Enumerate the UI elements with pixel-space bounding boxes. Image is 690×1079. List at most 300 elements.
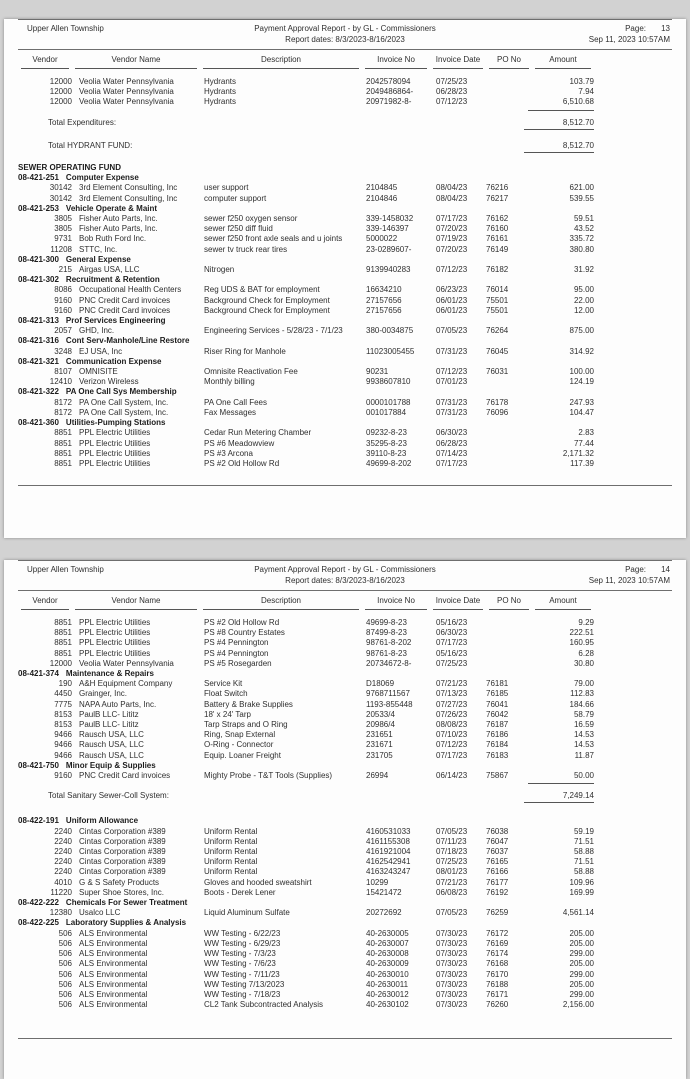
po-no-cell: 76045 (486, 346, 509, 356)
invoice-date-cell: 06/14/23 (436, 771, 468, 781)
invoice-no-cell: 40-2630011 (366, 979, 409, 989)
amount-cell: 314.92 (569, 346, 594, 356)
vendor-cell: 2240 (54, 867, 72, 877)
table-row (18, 867, 686, 877)
total-row (18, 118, 686, 130)
amount-cell: 247.93 (569, 397, 594, 407)
table-row (18, 265, 686, 275)
description-cell: WW Testing 7/13/2023 (204, 979, 285, 989)
amount-cell: 59.19 (573, 826, 594, 836)
vendor-cell: 506 (58, 989, 72, 999)
invoice-no-cell: 2049486864- (366, 87, 414, 97)
col-header-vendor: Vendor (21, 55, 69, 69)
description-cell: Liquid Aluminum Sulfate (204, 908, 290, 918)
vendor-name-cell: PPL Electric Utilities (79, 448, 151, 458)
po-no-cell: 76186 (486, 730, 509, 740)
vendor-name-cell: G & S Safety Products (79, 877, 160, 887)
vendor-cell: 506 (58, 969, 72, 979)
invoice-no-cell: 98761-8-202 (366, 638, 412, 648)
invoice-no-cell: 35295-8-23 (366, 438, 407, 448)
vendor-name-cell: Airgas USA, LLC (79, 265, 140, 275)
page-number: 13 (661, 24, 670, 33)
po-no-cell: 76037 (486, 847, 509, 857)
vendor-name-cell: PPL Electric Utilities (79, 638, 151, 648)
vendor-name-cell: ALS Environmental (79, 989, 148, 999)
invoice-date-cell: 07/12/23 (436, 367, 468, 377)
invoice-no-cell: 90231 (366, 367, 389, 377)
vendor-cell: 3805 (54, 214, 72, 224)
po-no-cell: 76217 (486, 193, 509, 203)
invoice-date-cell: 07/17/23 (436, 458, 468, 468)
po-no-cell: 76160 (486, 224, 509, 234)
invoice-no-cell: 4163243247 (366, 867, 411, 877)
vendor-name-cell: Grainger, Inc. (79, 689, 128, 699)
amount-cell: 7.94 (578, 87, 594, 97)
amount-cell: 160.95 (569, 638, 594, 648)
amount-cell: 77.44 (573, 438, 594, 448)
table-row (18, 959, 686, 969)
description-cell: Battery & Brake Supplies (204, 699, 293, 709)
description-cell: Service Kit (204, 679, 243, 689)
po-no-cell: 76192 (486, 887, 509, 897)
invoice-date-cell: 07/13/23 (436, 689, 468, 699)
invoice-date-cell: 07/05/23 (436, 326, 468, 336)
invoice-no-cell: 39110-8-23 (366, 448, 407, 458)
page-label: Page: (625, 24, 646, 33)
account-title: Vehicle Operate & Maint (65, 203, 158, 213)
amount-cell: 95.00 (573, 285, 594, 295)
page-info-block (492, 564, 672, 586)
vendor-name-cell: 3rd Element Consulting, Inc (79, 193, 178, 203)
amount-cell: 11.87 (574, 750, 594, 760)
vendor-name-cell: Rausch USA, LLC (79, 750, 144, 760)
po-no-cell: 76216 (486, 183, 509, 193)
vendor-cell: 8851 (54, 618, 72, 627)
po-no-cell: 76169 (486, 938, 509, 948)
vendor-name-cell: PPL Electric Utilities (79, 458, 151, 468)
report-title: Payment Approval Report - by GL - Commissioners (254, 24, 436, 33)
amount-cell: 71.51 (573, 836, 594, 846)
table-row (18, 939, 686, 949)
vendor-name-cell: Rausch USA, LLC (79, 740, 144, 750)
vendor-name-cell: Usalco LLC (79, 908, 121, 918)
amount-cell: 875.00 (569, 326, 594, 336)
invoice-no-cell: 339-1458032 (366, 214, 414, 224)
table-row (18, 618, 686, 628)
vendor-cell: 8851 (54, 438, 72, 448)
amount-cell: 6,510.68 (562, 97, 594, 107)
vendor-cell: 506 (58, 1000, 72, 1010)
invoice-no-cell: 09232-8-23 (366, 428, 407, 438)
vendor-name-cell: EJ USA, Inc (79, 346, 123, 356)
page-info-block (492, 23, 672, 45)
invoice-no-cell: 231671 (366, 740, 393, 750)
amount-cell: 12.00 (573, 305, 594, 315)
description-cell: Mighty Probe - T&T Tools (Supplies) (204, 771, 333, 781)
invoice-date-cell: 07/30/23 (436, 938, 468, 948)
description-cell: Uniform Rental (204, 857, 258, 867)
amount-cell: 205.00 (569, 979, 594, 989)
po-no-cell: 76041 (486, 699, 509, 709)
amount-subtotal-rule (528, 110, 594, 111)
vendor-cell: 506 (58, 928, 72, 938)
table-row (18, 449, 686, 459)
account-title: Recruitment & Retention (65, 275, 160, 285)
table-row (18, 87, 686, 97)
vendor-name-cell: Veolia Water Pennsylvania (79, 77, 174, 86)
vendor-cell: 30142 (49, 193, 72, 203)
report-datetime: Sep 11, 2023 10:57AM (588, 35, 670, 44)
description-cell: PS #5 Rosegarden (204, 658, 272, 668)
col-header-vendor-name: Vendor Name (75, 55, 197, 69)
vendor-cell: 4450 (54, 689, 72, 699)
table-row (18, 980, 686, 990)
description-cell: Engineering Services - 5/28/23 - 7/1/23 (204, 326, 343, 336)
invoice-no-cell: 27157656 (366, 305, 402, 315)
amount-cell: 299.00 (569, 989, 594, 999)
vendor-cell: 506 (58, 979, 72, 989)
report-title: Payment Approval Report - by GL - Commissioners (254, 565, 436, 574)
table-row (18, 367, 686, 377)
col-header-invoice-no: Invoice No (365, 55, 427, 69)
vendor-cell: 8851 (54, 448, 72, 458)
po-no-cell (486, 87, 532, 97)
invoice-no-cell: 2042578094 (366, 77, 411, 86)
vendor-name-cell: Super Shoe Stores, Inc. (79, 887, 164, 897)
amount-cell: 205.00 (569, 928, 594, 938)
vendor-cell: 2240 (54, 857, 72, 867)
account-code: 08-421-750 (18, 760, 59, 770)
amount-cell: 58.88 (573, 867, 594, 877)
invoice-date-cell: 07/25/23 (436, 857, 468, 867)
vendor-cell: 8172 (54, 397, 72, 407)
report-header (18, 20, 672, 49)
description-cell: O-Ring - Connector (204, 740, 274, 750)
vendor-name-cell: ALS Environmental (79, 928, 148, 938)
table-row (18, 929, 686, 939)
invoice-no-cell: 40-2630007 (366, 938, 409, 948)
description-cell: Uniform Rental (204, 867, 258, 877)
po-no-cell: 76264 (486, 326, 509, 336)
invoice-date-cell: 07/11/23 (436, 836, 467, 846)
invoice-date-cell: 05/16/23 (436, 648, 468, 658)
description-cell: Background Check for Employment (204, 305, 330, 315)
col-header-amount: Amount (535, 596, 591, 610)
header-bottom-rule (18, 590, 672, 591)
po-no-cell: 76184 (486, 740, 509, 750)
table-row (18, 347, 686, 357)
amount-cell: 2.83 (578, 428, 594, 438)
amount-cell: 22.00 (573, 295, 594, 305)
invoice-no-cell: 20986/4 (366, 720, 395, 730)
table-row (18, 296, 686, 306)
po-no-cell: 76161 (486, 234, 509, 244)
col-header-invoice-date: Invoice Date (433, 55, 483, 69)
table-row (18, 326, 686, 336)
invoice-date-cell: 06/30/23 (436, 628, 468, 638)
table-row (18, 679, 686, 689)
po-no-cell (486, 377, 532, 387)
account-code: 08-421-300 (18, 254, 59, 264)
account-section-header (18, 918, 686, 928)
invoice-date-cell: 08/04/23 (436, 183, 468, 193)
po-no-cell: 76038 (486, 826, 509, 836)
account-code: 08-421-251 (18, 173, 59, 183)
invoice-date-cell: 08/01/23 (436, 867, 468, 877)
description-cell: PS #3 Arcona (204, 448, 253, 458)
vendor-cell: 8851 (54, 628, 72, 638)
vendor-cell: 12000 (49, 77, 72, 86)
invoice-no-cell: 001017884 (366, 407, 407, 417)
report-dates: Report dates: 8/3/2023-8/16/2023 (285, 35, 405, 44)
vendor-cell: 11208 (50, 244, 72, 254)
table-row (18, 398, 686, 408)
po-no-cell (486, 449, 532, 459)
po-no-cell (486, 428, 532, 438)
page-footer-rule (18, 1038, 672, 1039)
po-no-cell (486, 77, 532, 87)
amount-cell: 6.28 (578, 648, 594, 658)
amount-cell: 539.55 (569, 193, 594, 203)
col-header-amount: Amount (535, 55, 591, 69)
invoice-date-cell: 05/16/23 (436, 618, 468, 627)
vendor-name-cell: 3rd Element Consulting, Inc (79, 183, 178, 193)
amount-cell: 2,156.00 (562, 1000, 594, 1010)
description-cell: PS #2 Old Hollow Rd (204, 458, 280, 468)
po-no-cell (486, 97, 532, 107)
invoice-date-cell: 07/30/23 (436, 928, 468, 938)
total-label: Total Sanitary Sewer-Coll System: (48, 791, 169, 801)
account-section-header (18, 418, 686, 428)
account-title: General Expense (65, 254, 131, 264)
amount-cell: 299.00 (569, 969, 594, 979)
table-row (18, 659, 686, 669)
vendor-name-cell: Fisher Auto Parts, Inc. (79, 224, 158, 234)
table-row (18, 285, 686, 295)
description-cell: WW Testing - 7/18/23 (204, 989, 281, 999)
amount-cell: 109.96 (569, 877, 594, 887)
description-cell: sewer tv truck rear tires (204, 244, 288, 254)
invoice-date-cell: 07/20/23 (436, 244, 468, 254)
vendor-name-cell: Veolia Water Pennsylvania (79, 658, 174, 668)
row-spacer (18, 786, 686, 790)
invoice-date-cell: 07/21/23 (436, 679, 468, 689)
amount-cell: 117.39 (570, 458, 594, 468)
invoice-date-cell: 06/08/23 (436, 887, 468, 897)
account-title: Prof Services Engineering (65, 316, 166, 326)
table-row (18, 700, 686, 710)
vendor-cell: 9160 (54, 295, 72, 305)
table-row (18, 1000, 686, 1010)
vendor-name-cell: Verizon Wireless (79, 377, 139, 387)
report-datetime: Sep 11, 2023 10:57AM (588, 576, 670, 585)
description-cell: user support (204, 183, 249, 193)
vendor-name-cell: NAPA Auto Parts, Inc. (79, 699, 157, 709)
vendor-name-cell: Fisher Auto Parts, Inc. (79, 214, 158, 224)
description-cell: Background Check for Employment (204, 295, 330, 305)
page-footer-rule (18, 485, 672, 486)
invoice-date-cell: 07/17/23 (436, 750, 468, 760)
account-code: 08-421-253 (18, 203, 59, 213)
account-section-header (18, 357, 686, 367)
total-row (18, 141, 686, 153)
rows-container (18, 77, 686, 469)
invoice-no-cell: 20272692 (366, 908, 402, 918)
table-row (18, 837, 686, 847)
vendor-name-cell: Occupational Health Centers (79, 285, 182, 295)
vendor-cell: 9160 (54, 305, 72, 315)
table-row (18, 827, 686, 837)
vendor-name-cell: PNC Credit Card invoices (79, 771, 171, 781)
account-code: 08-421-316 (18, 336, 59, 346)
account-section-header (18, 387, 686, 397)
po-no-cell: 76149 (486, 244, 509, 254)
amount-cell: 112.83 (570, 689, 594, 699)
po-no-cell: 76162 (486, 214, 509, 224)
account-code: 08-422-191 (18, 816, 59, 826)
vendor-name-cell: PNC Credit Card invoices (79, 305, 171, 315)
total-amount: 7,249.14 (524, 791, 594, 803)
amount-cell: 205.00 (569, 959, 594, 969)
table-row (18, 710, 686, 720)
account-section-header (18, 173, 686, 183)
po-no-cell (486, 439, 532, 449)
amount-cell: 104.47 (569, 407, 594, 417)
invoice-no-cell: 40-2630012 (366, 989, 409, 999)
invoice-date-cell: 07/30/23 (436, 969, 468, 979)
vendor-cell: 12000 (49, 87, 72, 97)
fund-header: SEWER OPERATING FUND (18, 163, 121, 173)
po-no-cell: 76183 (486, 750, 509, 760)
description-cell: PA One Call Fees (204, 397, 267, 407)
row-spacer (18, 113, 686, 117)
invoice-no-cell: 98761-8-23 (366, 648, 407, 658)
vendor-name-cell: ALS Environmental (79, 938, 148, 948)
amount-cell: 30.80 (573, 658, 594, 668)
po-no-cell (486, 638, 532, 648)
po-no-cell: 75501 (486, 295, 509, 305)
row-spacer (18, 154, 686, 163)
amount-cell: 4,561.14 (562, 908, 594, 918)
table-row (18, 628, 686, 638)
invoice-no-cell: 40-2630005 (366, 928, 409, 938)
amount-cell: 71.51 (573, 857, 594, 867)
invoice-no-cell: 40-2630010 (366, 969, 409, 979)
description-cell: PS #4 Pennington (204, 648, 269, 658)
invoice-date-cell: 07/26/23 (436, 709, 468, 719)
po-no-cell: 76188 (486, 979, 509, 989)
invoice-no-cell: 49699-8-202 (366, 458, 412, 468)
vendor-name-cell: PPL Electric Utilities (79, 648, 151, 658)
description-cell: Monthly billing (204, 377, 255, 387)
amount-cell: 380.80 (569, 244, 594, 254)
amount-cell: 14.53 (573, 730, 594, 740)
invoice-no-cell: 9938607810 (366, 377, 411, 387)
column-header-row (18, 55, 686, 69)
amount-cell: 205.00 (569, 938, 594, 948)
invoice-no-cell: 4160531033 (366, 826, 411, 836)
invoice-no-cell: 49699-8-23 (366, 618, 407, 627)
po-no-cell: 76031 (486, 367, 509, 377)
vendor-cell: 8851 (54, 458, 72, 468)
vendor-cell: 12380 (49, 908, 72, 918)
account-code: 08-421-321 (18, 356, 59, 366)
header-bottom-rule (18, 49, 672, 50)
vendor-name-cell: Cintas Corporation #389 (79, 867, 166, 877)
account-code: 08-422-225 (18, 918, 59, 928)
amount-cell: 16.59 (573, 720, 594, 730)
invoice-no-cell: 231651 (366, 730, 393, 740)
amount-cell: 14.53 (573, 740, 594, 750)
vendor-cell: 2240 (54, 836, 72, 846)
invoice-date-cell: 06/01/23 (436, 295, 468, 305)
description-cell: Nitrogen (204, 265, 235, 275)
vendor-name-cell: ALS Environmental (79, 959, 148, 969)
invoice-date-cell: 07/31/23 (436, 407, 468, 417)
po-no-cell: 76185 (486, 689, 509, 699)
invoice-no-cell: 20734672-8- (366, 658, 412, 668)
description-cell: Uniform Rental (204, 847, 258, 857)
table-row (18, 649, 686, 659)
description-cell: PS #6 Meadowview (204, 438, 275, 448)
invoice-date-cell: 07/30/23 (436, 949, 468, 959)
po-no-cell: 76178 (486, 397, 509, 407)
vendor-cell: 4010 (54, 877, 72, 887)
vendor-name-cell: PA One Call System, Inc. (79, 397, 169, 407)
invoice-no-cell: 339-146397 (366, 224, 409, 234)
account-title: Computer Expense (65, 173, 139, 183)
account-title: Laboratory Supplies & Analysis (65, 918, 187, 928)
vendor-cell: 2240 (54, 847, 72, 857)
vendor-cell: 8851 (54, 648, 72, 658)
description-cell: CL2 Tank Subcontracted Analysis (204, 1000, 324, 1010)
vendor-name-cell: Cintas Corporation #389 (79, 826, 166, 836)
description-cell: Hydrants (204, 97, 237, 107)
amount-cell: 58.88 (573, 847, 594, 857)
total-amount: 8,512.70 (524, 141, 594, 153)
invoice-date-cell: 07/12/23 (436, 265, 468, 275)
account-section-header (18, 816, 686, 826)
amount-cell: 100.00 (569, 367, 594, 377)
table-row (18, 245, 686, 255)
invoice-no-cell: D18069 (366, 679, 395, 689)
invoice-no-cell: 231705 (366, 750, 393, 760)
vendor-cell: 7775 (54, 699, 72, 709)
vendor-cell: 8086 (54, 285, 72, 295)
invoice-no-cell: 20971982-8- (366, 97, 412, 107)
vendor-cell: 12410 (49, 377, 72, 387)
description-cell: computer support (204, 193, 267, 203)
description-cell: Float Switch (204, 689, 248, 699)
description-cell: Boots - Derek Lener (204, 887, 276, 897)
pdf-viewer-background (0, 19, 690, 1042)
amount-cell: 79.00 (573, 679, 594, 689)
vendor-cell: 215 (58, 265, 72, 275)
account-section-header (18, 255, 686, 265)
invoice-date-cell: 06/28/23 (436, 87, 468, 97)
description-cell: Fax Messages (204, 407, 257, 417)
description-cell: WW Testing - 6/22/23 (204, 928, 281, 938)
vendor-cell: 9466 (54, 730, 72, 740)
description-cell: Cedar Run Metering Chamber (204, 428, 312, 438)
vendor-name-cell: Rausch USA, LLC (79, 730, 144, 740)
description-cell: Ring, Snap External (204, 730, 276, 740)
invoice-date-cell: 07/12/23 (436, 97, 468, 107)
account-title: PA One Call Sys Membership (65, 387, 177, 397)
vendor-name-cell: ALS Environmental (79, 979, 148, 989)
invoice-no-cell: 40-2630008 (366, 949, 409, 959)
invoice-no-cell: 380-0034875 (366, 326, 414, 336)
